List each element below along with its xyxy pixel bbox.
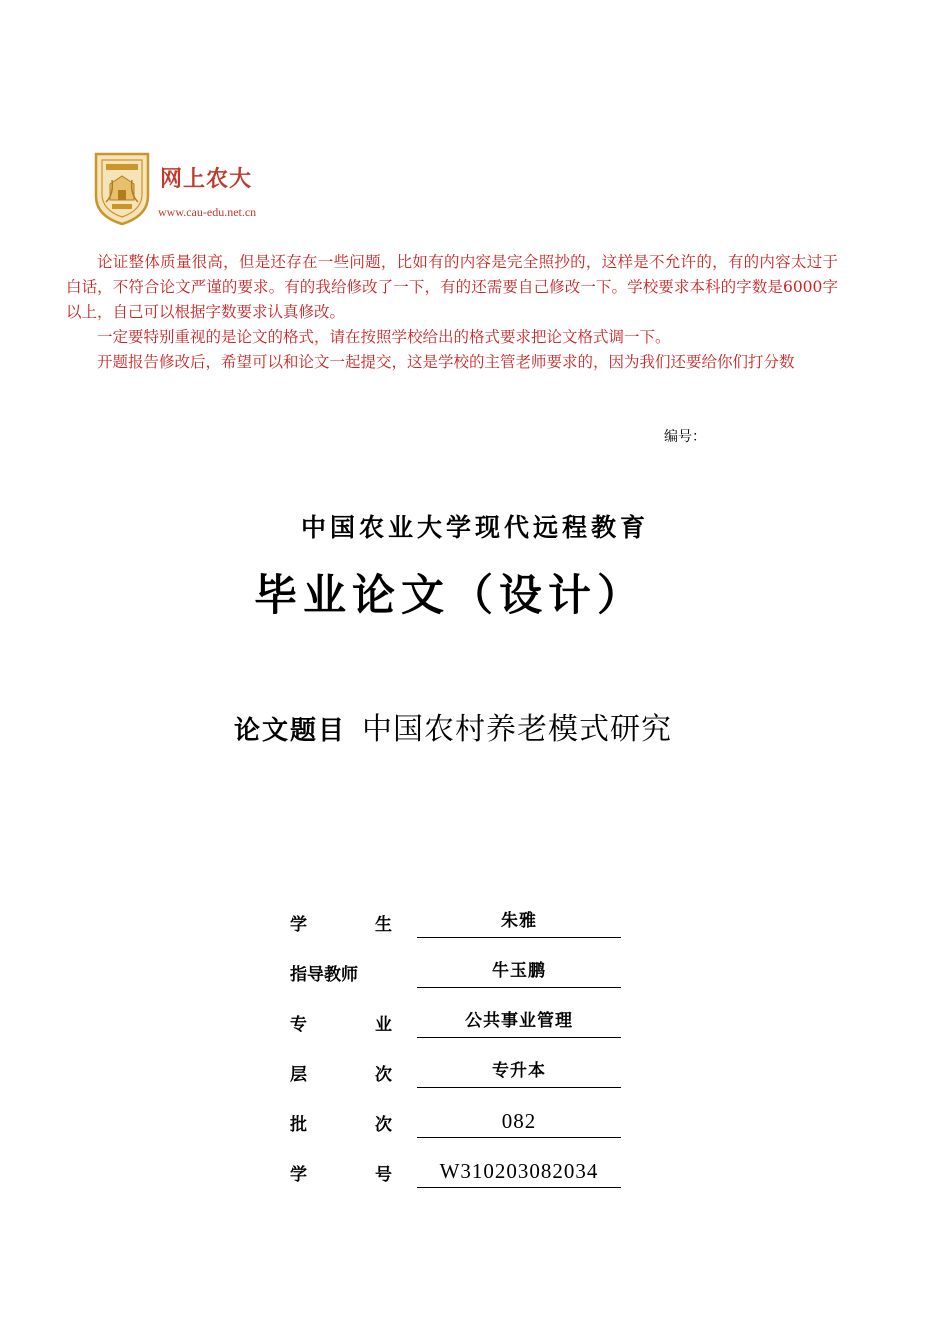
reviewer-remarks [66,250,838,375]
info-label: 层 次 [290,1065,392,1085]
info-label: 学 生 [290,915,392,935]
info-row-student [290,904,630,954]
university-logo [92,150,302,230]
info-row-advisor [290,954,630,1004]
level-field: 专升本 [417,1056,621,1088]
major-field: 公共事业管理 [417,1006,621,1038]
info-row-student-id [290,1154,630,1204]
university-seal-icon [92,150,152,226]
remark-paragraph: 开题报告修改后，希望可以和论文一起提交，这是学校的主管老师要求的，因为我们还要给你们打分数 [97,353,795,371]
logo-url: www.cau-edu.net.cn [158,205,257,219]
document-title: 毕业论文（设计） [254,571,646,621]
logo-name: 网上农大 [160,167,253,192]
school-name: 中国农业大学现代远程教育 [300,513,649,542]
topic-value: 中国农村养老模式研究 [362,712,673,747]
info-label: 学 号 [290,1165,392,1185]
info-label: 指导教师 [290,965,358,985]
advisor-field: 牛玉鹏 [417,956,621,988]
info-label: 批 次 [290,1115,392,1135]
student-info-table [290,904,630,1204]
serial-number-label: 编号： [664,429,706,445]
info-row-level [290,1054,630,1104]
student-id-field: W310203082034 [417,1156,621,1188]
topic-label: 论文题目 [234,716,347,746]
remark-paragraph: 论证整体质量很高，但是还存在一些问题，比如有的内容是完全照抄的，这样是不允许的，有的内容太过于白话，不符合论文严谨的要求。有的我给修改了一下，有的还需要自己修改一下。学校要求本科的字数是6000字以上，自己可以根据字数要求认真修改。 [66,253,838,321]
thesis-topic [234,704,672,748]
info-row-major [290,1004,630,1054]
remark-paragraph: 一定要特别重视的是论文的格式，请在按照学校给出的格式要求把论文格式调一下。 [97,328,671,346]
info-label: 专 业 [290,1015,392,1035]
student-name-field: 朱雅 [417,906,621,938]
info-row-batch [290,1104,630,1154]
batch-field: 082 [417,1106,621,1138]
